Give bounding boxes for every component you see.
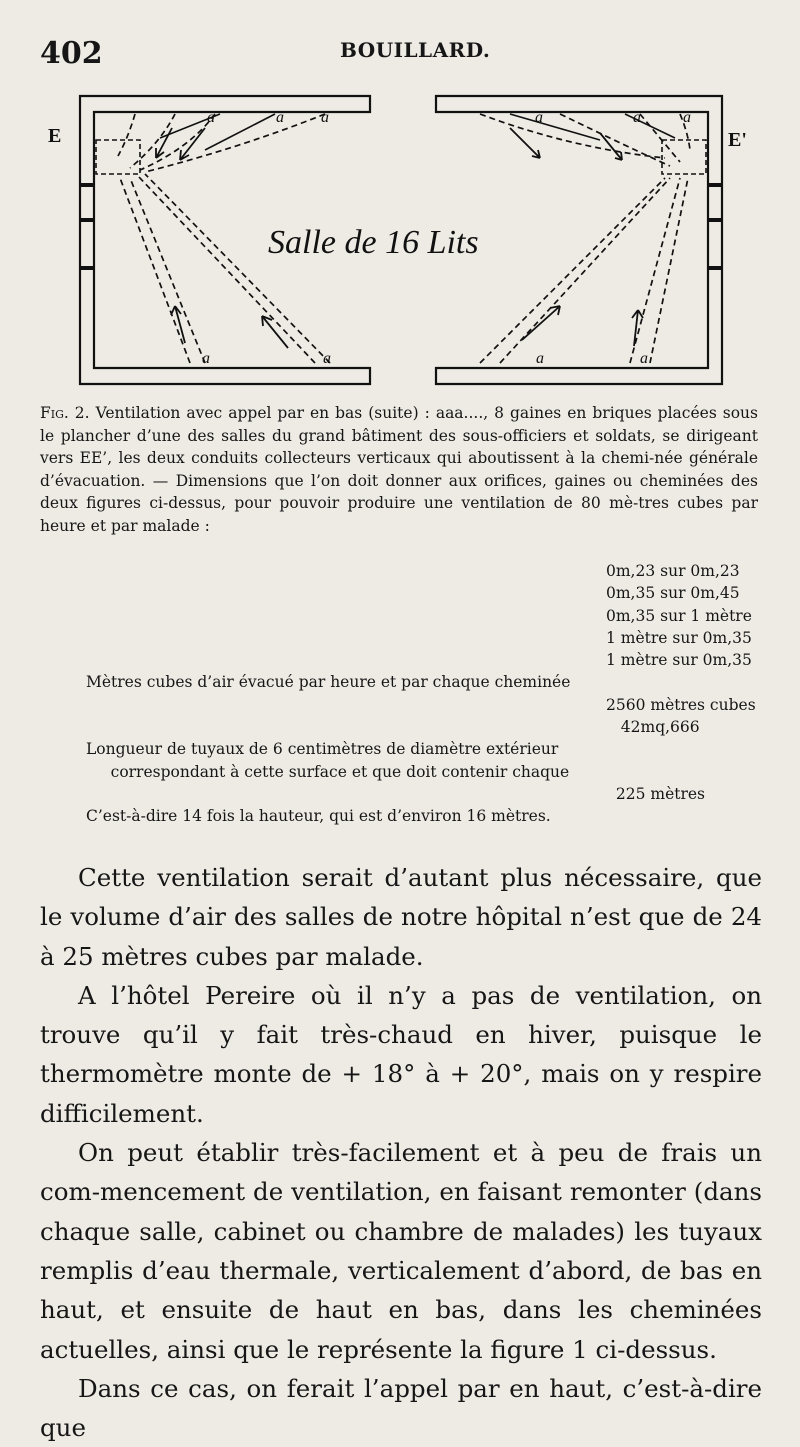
row-value: 1 mètre sur 0m,35 xyxy=(606,628,752,647)
figure-caption xyxy=(40,402,758,537)
label-a: a xyxy=(633,109,641,126)
row-label: Mètres cubes d’air évacué par heure et par chaque cheminée xyxy=(86,673,571,692)
dimension-table xyxy=(86,560,756,828)
caption-figure-label: Fig. 2. xyxy=(40,404,90,422)
label-a: a xyxy=(276,109,284,126)
label-e-prime: E' xyxy=(728,129,747,151)
page-header xyxy=(40,34,760,74)
row-value: 42mq,666 xyxy=(606,718,700,737)
row-value: 0m,23 sur 0m,23 xyxy=(606,562,740,580)
table-row xyxy=(86,761,756,783)
label-a: a xyxy=(202,350,210,367)
row-label: C’est-à-dire 14 fois la hauteur, qui est d’environ 16 mètres. xyxy=(86,807,551,826)
paragraph: Dans ce cas, on ferait l’appel par en haut, c’est-à-dire que xyxy=(40,1373,762,1443)
table-row xyxy=(86,560,756,582)
figure-title: Salle de 16 Lits xyxy=(268,224,479,261)
label-e: E xyxy=(48,125,62,147)
table-row xyxy=(86,582,756,604)
body-text xyxy=(40,858,762,1447)
label-a: a xyxy=(683,109,691,126)
page-number: 402 xyxy=(40,36,103,71)
row-label: Longueur de tuyaux de 6 centimètres de diamètre extérieur xyxy=(86,740,559,759)
row-value: 2560 mètres cubes xyxy=(606,695,756,714)
label-a: a xyxy=(640,350,648,367)
label-a: a xyxy=(207,109,215,126)
row-value: 225 mètres xyxy=(606,784,706,803)
row-value: 1 mètre sur 0m,35 xyxy=(606,651,752,670)
label-a: a xyxy=(323,350,331,367)
ducts-right xyxy=(480,114,690,363)
caption-text: Ventilation avec appel par en bas (suite) : aaa...., 8 gaines en briques placées sous le plancher d’une des salles du grand bâtiment des sous-officiers et soldats, se dirigeant vers EE’, les deux conduits collecteurs verticaux qui aboutissent à la chemi-née générale d’évacuation. — Dimensions que l’on doit donner aux orifices, gaines ou cheminées des deux figures ci-dessus, pour pouvoir produire une ventilation de 80 mè-tres cubes par heure et par malade : xyxy=(40,404,758,535)
row-value: 0m,35 sur 1 mètre xyxy=(606,606,752,625)
ward-plan-diagram xyxy=(40,78,760,398)
table-row xyxy=(86,671,756,693)
table-row xyxy=(86,694,756,716)
table-row xyxy=(86,805,756,827)
table-row xyxy=(86,738,756,760)
paragraph: A l’hôtel Pereire où il n’y a pas de ventilation, on trouve qu’il y fait très-chaud en hiver, puisque le thermomètre monte de + 18° à + 20°, mais on y respire difficilement. xyxy=(40,980,762,1128)
ventilation-figure xyxy=(40,78,760,398)
table-row xyxy=(86,627,756,649)
table-row xyxy=(86,649,756,671)
label-a: a xyxy=(536,350,544,367)
table-row xyxy=(86,605,756,627)
paragraph: Cette ventilation serait d’autant plus nécessaire, que le volume d’air des salles de notre hôpital n’est que de 24 à 25 mètres cubes par malade. xyxy=(40,863,762,971)
label-a: a xyxy=(321,109,329,126)
table-row xyxy=(86,783,756,805)
row-label: correspondant à cette surface et que doit contenir chaque xyxy=(86,762,570,781)
paragraph: On peut établir très-facilement et à peu de frais un com-mencement de ventilation, en faisant remonter (dans chaque salle, cabinet ou chambre de malades) les tuyaux remplis d’eau thermale, verticalement d’abord, de bas en haut, et ensuite de haut en bas, dans les cheminées actuelles, ainsi que le représente la figure 1 ci-dessus. xyxy=(40,1138,762,1364)
table-row xyxy=(86,716,756,738)
label-a: a xyxy=(535,109,543,126)
row-value: 0m,35 sur 0m,45 xyxy=(606,584,740,603)
running-head: BOUILLARD. xyxy=(340,38,491,62)
collector-boxes xyxy=(96,140,706,174)
